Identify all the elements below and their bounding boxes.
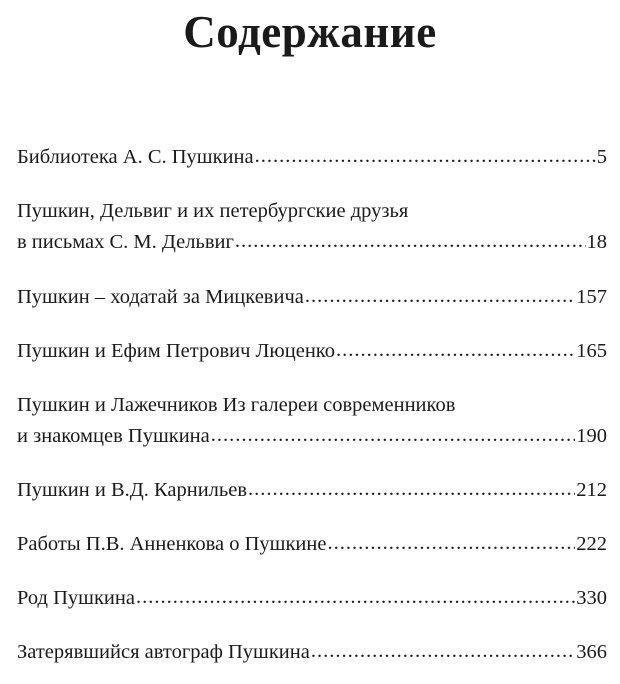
entry-title: Библиотека А. С. Пушкина: [17, 146, 254, 168]
page-number: 157: [576, 286, 607, 308]
toc-entry: [17, 529, 607, 560]
page-number: 18: [586, 231, 607, 253]
dot-leader: [327, 528, 575, 559]
entry-title-line: Пушкин, Дельвиг и их петербургские друзья: [17, 200, 409, 222]
page-number: 366: [576, 641, 607, 663]
entry-title: Затерявшийся автограф Пушкина: [17, 641, 310, 663]
entry-title: Род Пушкина: [17, 587, 135, 609]
entry-title: Пушкин и В.Д. Карнильев: [17, 479, 248, 501]
page-number: 5: [596, 146, 607, 168]
toc-list: [17, 142, 607, 668]
dot-leader: [235, 226, 586, 257]
toc-entry: [17, 637, 607, 668]
dot-leader: [255, 141, 596, 172]
toc-entry: [17, 475, 607, 506]
toc-entry: [17, 282, 607, 313]
dot-leader: [136, 582, 575, 613]
entry-title: и знакомцев Пушкина: [17, 425, 210, 447]
entry-title: Пушкин и Ефим Петрович Люценко: [17, 340, 335, 362]
toc-entry: [17, 336, 607, 367]
page-number: 222: [576, 533, 607, 555]
dot-leader: [305, 281, 575, 312]
entry-title-line: Пушкин и Лажечников Из галереи современников: [17, 394, 456, 416]
dot-leader: [311, 636, 575, 667]
dot-leader: [336, 335, 575, 366]
page-number: 330: [576, 587, 607, 609]
page-number: 165: [576, 340, 607, 362]
dot-leader: [211, 420, 576, 451]
dot-leader: [248, 474, 575, 505]
page-number: 190: [576, 425, 607, 447]
entry-title: Работы П.В. Анненкова о Пушкине: [17, 533, 327, 555]
toc-entry: [17, 196, 607, 258]
page-number: 212: [576, 479, 607, 501]
entry-title: Пушкин – ходатай за Мицкевича: [17, 286, 304, 308]
toc-entry: [17, 390, 607, 452]
toc-entry: [17, 583, 607, 614]
page-title: Содержание: [183, 7, 437, 57]
toc-entry: [17, 142, 607, 173]
entry-title: в письмах С. М. Дельвиг: [17, 231, 234, 253]
